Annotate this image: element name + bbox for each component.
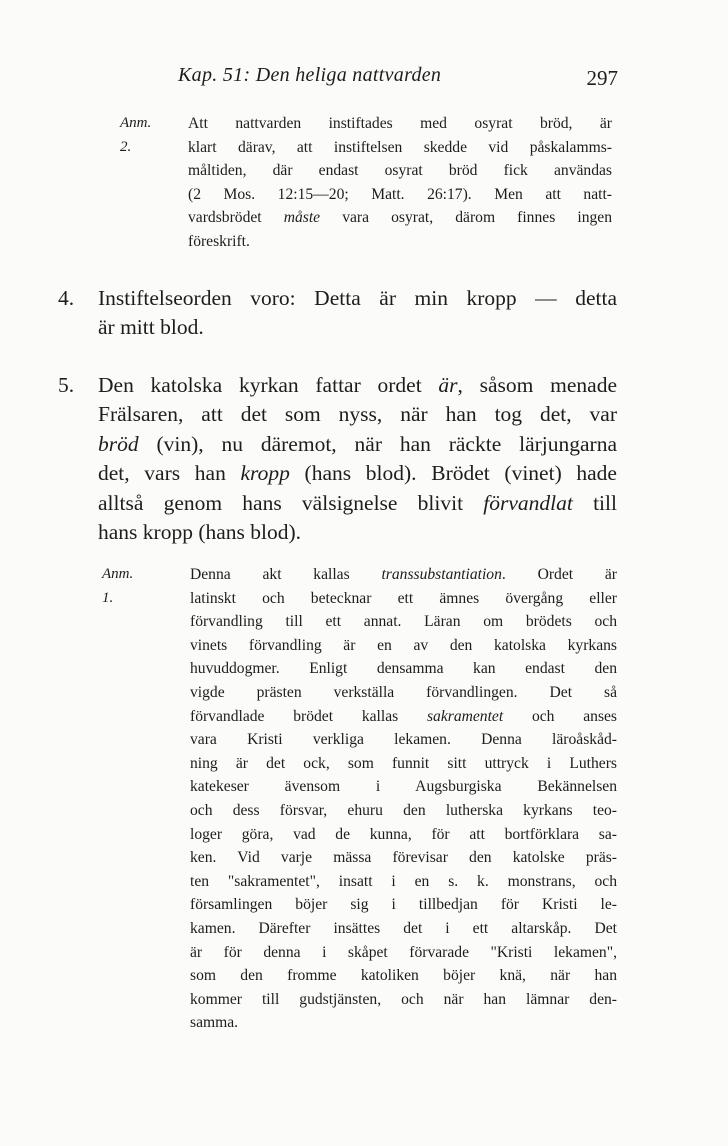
paragraph-body [98,284,617,343]
running-header [178,64,618,98]
paragraph-number: 5. [58,373,75,397]
emphasized-word: sakramentet [426,707,504,725]
note-body [188,112,612,254]
note-label: Anm. 2. [120,115,152,155]
text-line: och dess försvar, ehuru den lutherska kyrkans teo- [190,801,617,819]
chapter-title: Kap. 51: Den heliga nattvarden [178,64,442,86]
text-line: huvuddogmer. Enligt densamma kan endast den [190,660,617,678]
text-line: är för denna i skåpet förvarade "Kristi lekamen", [190,943,617,961]
text-line: ning är det ock, som funnit sitt uttryck i Luthers [190,754,617,772]
text-line: Frälsaren, att det som nyss, när han tog det, var [98,402,617,427]
emphasized-word: förvandlat [483,490,573,515]
text-line: loger göra, vad de kunna, för att bortförklara sa- [190,825,617,843]
text-line: måltiden, där endast osyrat bröd fick användas [188,162,612,180]
text-line: föreskrift. [188,232,250,250]
text-line: förvandling till ett annat. Läran om brödets och [190,613,617,631]
text-line: Instiftelseorden voro: Detta är min kropp — detta [98,286,617,310]
emphasized-word: är [438,373,458,397]
page-number: 297 [586,66,618,90]
emphasized-word: bröd [98,431,139,456]
text-line: vara Kristi verkliga lekamen. Denna läroåskåd- [190,731,617,749]
text-line: vigde prästen verkställa förvandlingen. Det så [190,683,617,701]
text-line: Den katolska kyrkan fattar ordet är, såsom menade [98,373,617,397]
text-line: förvandlade brödet kallas sakramentet och anses [190,707,618,725]
text-line: (2 Mos. 12:15—20; Matt. 26:17). Men att natt- [188,185,612,203]
text-line: samma. [190,1014,239,1032]
text-line: bröd (vin), nu däremot, när han räckte lärjungarna [98,431,617,456]
text-line: vinets förvandling är en av den katolska kyrkans [190,636,617,654]
text-line: ten "sakramentet", insatt i en s. k. monstrans, och [190,872,617,890]
text-line: alltså genom hans välsignelse blivit förvandlat till [98,490,617,515]
text-line: som den fromme katoliken böjer knä, när han [190,967,617,985]
emphasized-word: transsubstantiation [381,566,502,583]
emphasized-word: kropp [240,461,290,486]
note-label: Anm. 1. [102,566,134,606]
paragraph-number: 4. [58,286,75,310]
text-line: är mitt blod. [98,315,204,340]
text-line: latinskt och betecknar ett ämnes övergång eller [190,589,617,607]
text-line: hans kropp (hans blod). [98,520,302,545]
paragraph-body [98,371,617,547]
text-line: kamen. Därefter insättes det i ett altarskåp. Det [190,919,617,937]
text-line: Denna akt kallas transsubstantiation. Ordet är [190,566,617,583]
text-line: ken. Vid varje mässa förevisar den katolske präs- [190,849,617,867]
text-line: Att nattvarden instiftades med osyrat bröd, är [188,115,612,132]
text-line: katekeser ävensom i Augsburgiska Bekännelsen [190,778,617,796]
note-body [190,563,617,1035]
text-line: klart därav, att instiftelsen skedde vid påskalamms- [188,138,612,156]
text-line: det, vars han kropp (hans blod). Brödet (vinet) hade [98,461,617,486]
emphasized-word: måste [283,209,321,227]
text-line: församlingen böjer sig i tillbedjan för Kristi le- [190,896,617,914]
text-line: kommer till gudstjänsten, och när han lämnar den- [190,990,617,1008]
text-line: vardsbrödet måste vara osyrat, därom finnes ingen [188,209,613,227]
